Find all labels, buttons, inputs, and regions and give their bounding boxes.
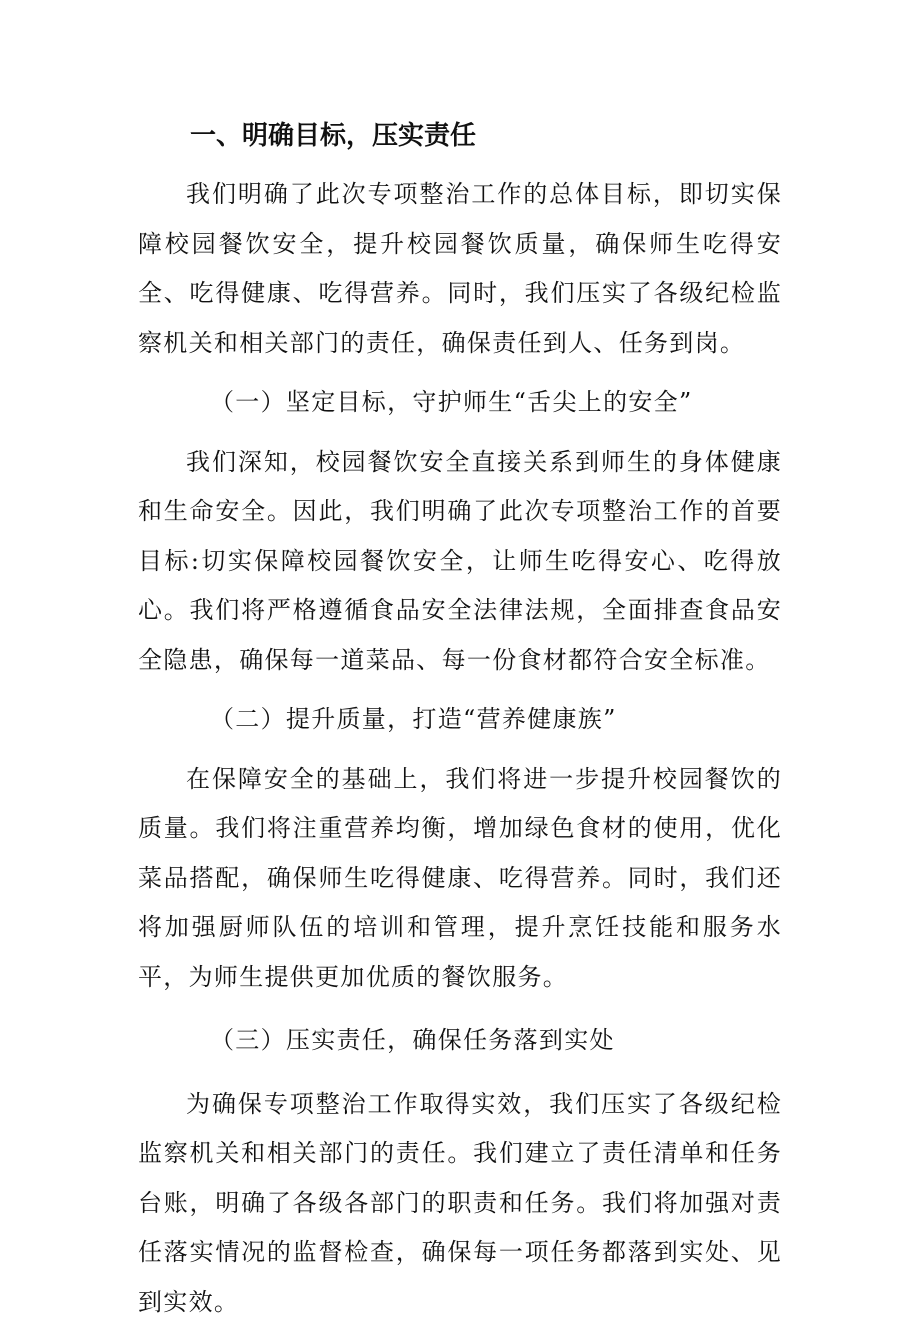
subsection-title-3: （三）压实责任，确保任务落到实处: [138, 1016, 782, 1066]
section-heading: 一、明确目标，压实责任: [138, 112, 782, 160]
subsection-title-1: （一）坚定目标，守护师生“舌尖上的安全”: [138, 378, 782, 428]
subsection-body-3: 为确保专项整治工作取得实效，我们压实了各级纪检监察机关和相关部门的责任。我们建立了责任清单和任务台账，明确了各级各部门的职责和任务。我们将加强对责任落实情况的监督检查，确保每一项任务都落到实处、见到实效。: [138, 1080, 782, 1327]
subsection-title-2: （二）提升质量，打造“营养健康族”: [138, 695, 782, 745]
subsection-body-2: 在保障安全的基础上，我们将进一步提升校园餐饮的质量。我们将注重营养均衡，增加绿色食材的使用，优化菜品搭配，确保师生吃得健康、吃得营养。同时，我们还将加强厨师队伍的培训和管理，提升烹饪技能和服务水平，为师生提供更加优质的餐饮服务。: [138, 755, 782, 1003]
subsection-body-1: 我们深知，校园餐饮安全直接关系到师生的身体健康和生命安全。因此，我们明确了此次专项整治工作的首要目标:切实保障校园餐饮安全，让师生吃得安心、吃得放心。我们将严格遵循食品安全法律法规，全面排查食品安全隐患，确保每一道菜品、每一份食材都符合安全标准。: [138, 438, 782, 686]
intro-paragraph: 我们明确了此次专项整治工作的总体目标，即切实保障校园餐饮安全，提升校园餐饮质量，确保师生吃得安全、吃得健康、吃得营养。同时，我们压实了各级纪检监察机关和相关部门的责任，确保责任到人、任务到岗。: [138, 170, 782, 368]
